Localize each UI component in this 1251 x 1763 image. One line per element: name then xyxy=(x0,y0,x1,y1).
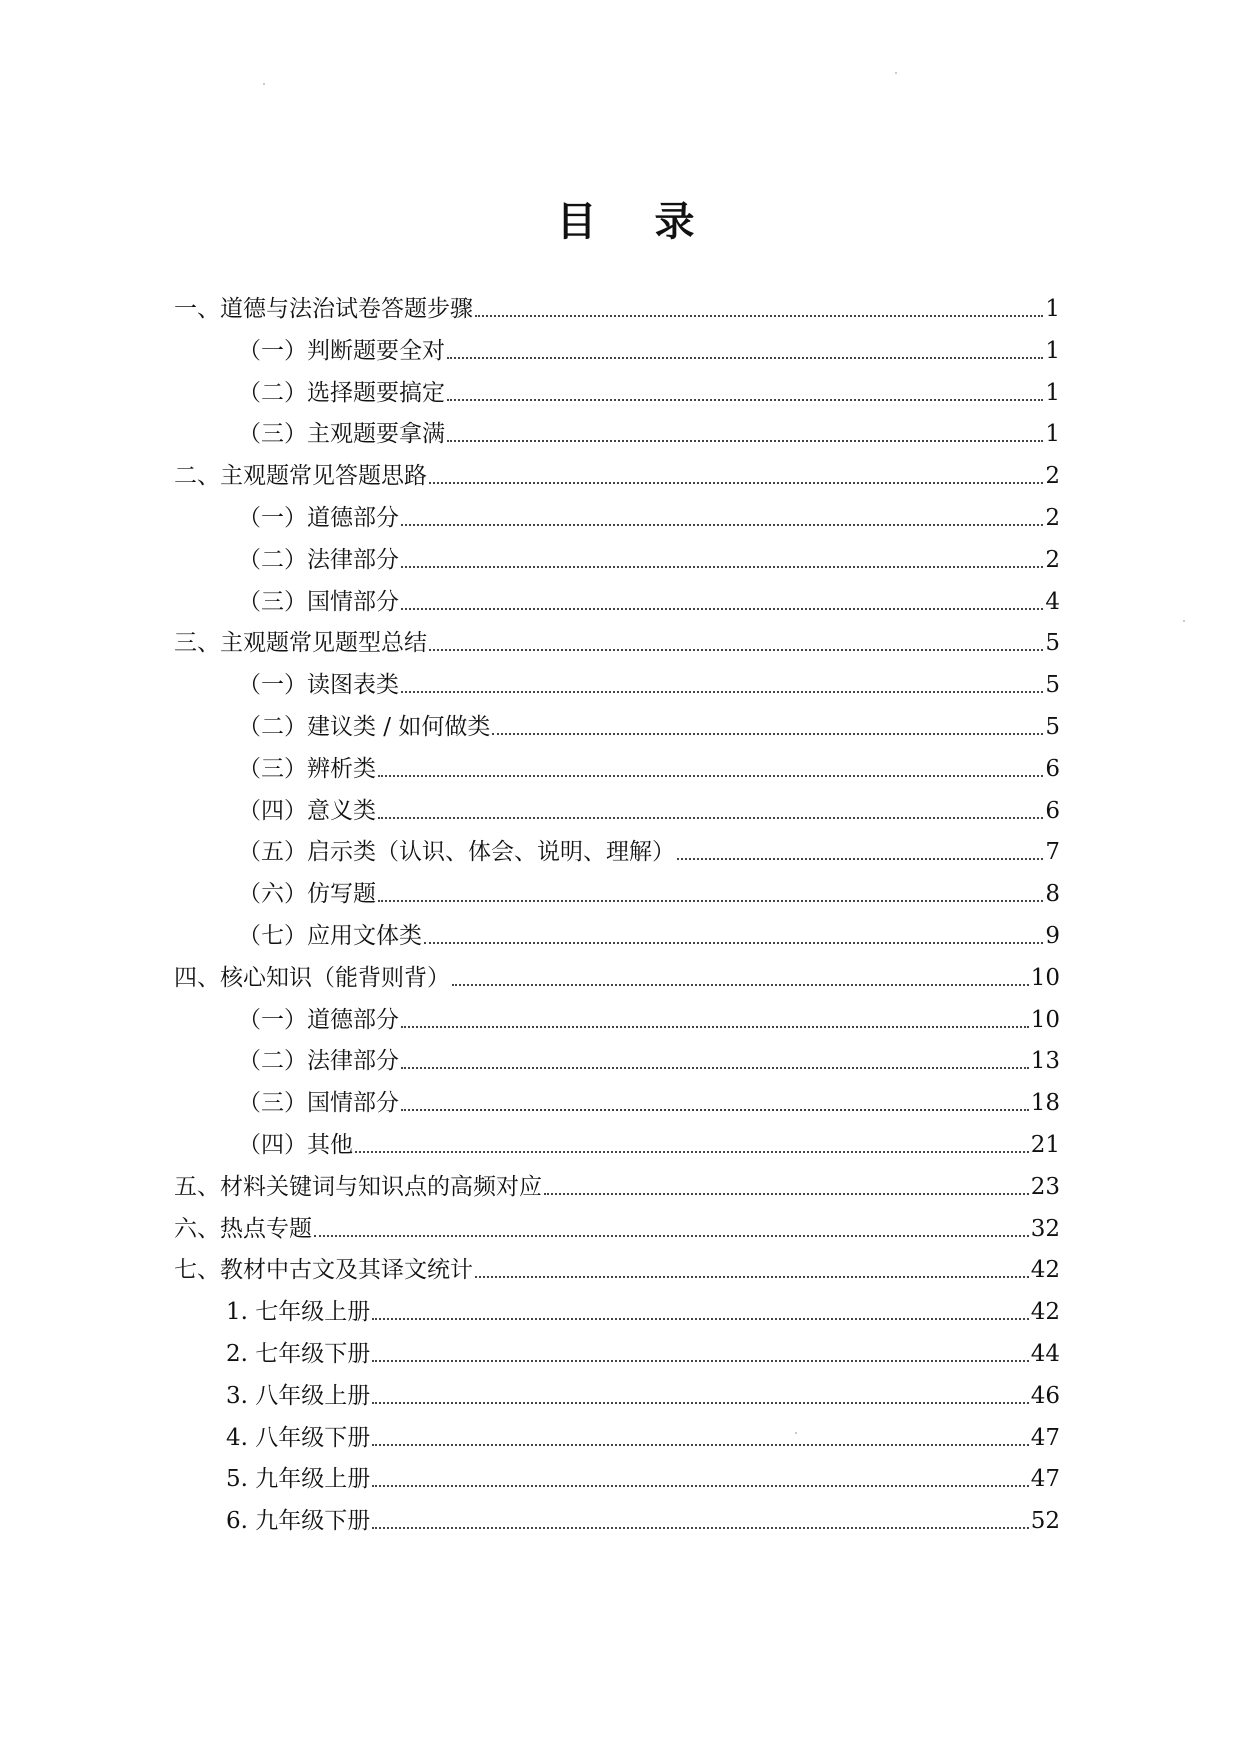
toc-entry[interactable] xyxy=(238,499,1060,533)
toc-entry[interactable] xyxy=(226,1293,1060,1327)
toc-entry-page-number: 8 xyxy=(1045,881,1060,908)
toc-entry[interactable] xyxy=(238,415,1060,449)
dot-leader xyxy=(401,1108,1029,1111)
toc-entry-label: （二）建议类 / 如何做类 xyxy=(238,714,491,740)
scan-speck xyxy=(263,83,265,85)
toc-entry-page-number: 47 xyxy=(1030,1424,1060,1451)
page-title: 目 录 xyxy=(556,199,717,245)
toc-entry-label: （三）主观题要拿满 xyxy=(238,421,445,448)
toc-entry-label: （一）道德部分 xyxy=(238,505,399,531)
toc-entry-page-number: 10 xyxy=(1030,964,1060,991)
toc-entry-label: （六）仿写题 xyxy=(238,881,376,908)
toc-entry-label: （二）法律部分 xyxy=(238,1048,399,1075)
dot-leader xyxy=(401,607,1043,610)
dot-leader xyxy=(401,565,1043,568)
toc-entry[interactable] xyxy=(238,332,1060,366)
toc-entry-label: 1. 七年级上册 xyxy=(226,1299,371,1326)
dot-leader xyxy=(677,857,1043,860)
toc-entry[interactable] xyxy=(238,708,1060,742)
toc-entry-page-number: 5 xyxy=(1045,714,1060,740)
toc-entry-label: （四）意义类 xyxy=(238,797,376,824)
toc-entry-label: 5. 九年级上册 xyxy=(226,1466,371,1493)
dot-leader xyxy=(429,648,1043,651)
toc-entry[interactable] xyxy=(174,1168,1060,1202)
toc-entry-page-number: 1 xyxy=(1045,421,1060,448)
toc-entry[interactable] xyxy=(226,1460,1060,1494)
toc-entry[interactable] xyxy=(174,959,1060,993)
dot-leader xyxy=(401,690,1043,693)
scan-speck xyxy=(895,72,897,74)
toc-entry[interactable] xyxy=(226,1419,1060,1453)
toc-entry-label: （二）选择题要搞定 xyxy=(238,379,445,406)
toc-entry-label: （四）其他 xyxy=(238,1132,353,1158)
dot-leader xyxy=(429,481,1043,484)
toc-entry-label: 3. 八年级上册 xyxy=(226,1382,371,1409)
toc-entry[interactable] xyxy=(238,583,1060,617)
dot-leader xyxy=(372,1484,1028,1487)
toc-entry[interactable] xyxy=(226,1377,1060,1411)
dot-leader xyxy=(378,899,1043,902)
toc-entry-page-number: 47 xyxy=(1030,1466,1060,1493)
toc-entry-label: （五）启示类（认识、体会、说明、理解） xyxy=(238,839,675,866)
dot-leader xyxy=(447,439,1043,442)
toc-entry-label: 六、热点专题 xyxy=(174,1215,312,1242)
toc-entry-page-number: 5 xyxy=(1045,672,1060,699)
toc-entry-label: 七、教材中古文及其译文统计 xyxy=(174,1257,473,1284)
toc-entry-page-number: 18 xyxy=(1030,1090,1060,1117)
dot-leader xyxy=(378,816,1043,819)
dot-leader xyxy=(475,314,1043,317)
toc-entry-page-number: 13 xyxy=(1030,1048,1060,1075)
toc-entry-label: （七）应用文体类 xyxy=(238,923,422,949)
dot-leader xyxy=(447,398,1043,401)
dot-leader xyxy=(372,1359,1028,1362)
dot-leader xyxy=(401,523,1043,526)
toc-entry-label: （一）判断题要全对 xyxy=(238,337,445,364)
toc-entry[interactable] xyxy=(238,1042,1060,1076)
toc-entry-page-number: 1 xyxy=(1045,296,1060,322)
toc-entry-page-number: 2 xyxy=(1045,505,1060,531)
toc-entry[interactable] xyxy=(226,1502,1060,1536)
scan-speck xyxy=(795,1432,797,1434)
toc-entry-label: （三）国情部分 xyxy=(238,588,399,615)
toc-entry-page-number: 10 xyxy=(1030,1006,1060,1033)
toc-entry[interactable] xyxy=(174,290,1060,324)
toc-entry-label: 4. 八年级下册 xyxy=(226,1424,371,1451)
dot-leader xyxy=(424,941,1043,944)
toc-entry-label: 一、道德与法治试卷答题步骤 xyxy=(174,296,473,322)
toc-entry-page-number: 2 xyxy=(1045,546,1060,573)
toc-entry-page-number: 7 xyxy=(1045,839,1060,866)
dot-leader xyxy=(544,1192,1029,1195)
toc-entry-page-number: 21 xyxy=(1030,1132,1060,1158)
toc-entry[interactable] xyxy=(238,1126,1060,1160)
toc-entry-page-number: 4 xyxy=(1045,588,1060,615)
toc-entry-label: 五、材料关键词与知识点的高频对应 xyxy=(174,1173,542,1200)
toc-entry[interactable] xyxy=(238,541,1060,575)
toc-entry-label: （三）国情部分 xyxy=(238,1090,399,1117)
toc-entry-page-number: 6 xyxy=(1045,755,1060,782)
toc-entry-label: 四、核心知识（能背则背） xyxy=(174,964,450,991)
dot-leader xyxy=(401,1025,1029,1028)
toc-entry-label: 三、主观题常见题型总结 xyxy=(174,630,427,657)
toc-entry-page-number: 1 xyxy=(1045,379,1060,406)
toc-entry-page-number: 2 xyxy=(1045,463,1060,490)
dot-leader xyxy=(447,356,1043,359)
scan-speck xyxy=(1183,620,1185,622)
dot-leader xyxy=(378,774,1043,777)
toc-entry-label: （一）读图表类 xyxy=(238,672,399,699)
toc-entry-page-number: 1 xyxy=(1045,337,1060,364)
toc-entry-page-number: 52 xyxy=(1030,1508,1060,1535)
toc-entry-page-number: 5 xyxy=(1045,630,1060,657)
toc-entry-page-number: 42 xyxy=(1030,1299,1060,1326)
dot-leader xyxy=(372,1401,1028,1404)
toc-entry-label: 2. 七年级下册 xyxy=(226,1341,371,1367)
toc-entry-label: 二、主观题常见答题思路 xyxy=(174,463,427,490)
toc-entry-page-number: 23 xyxy=(1030,1173,1060,1200)
toc-entry-label: （一）道德部分 xyxy=(238,1006,399,1033)
toc-entry[interactable] xyxy=(238,1084,1060,1118)
dot-leader xyxy=(475,1275,1029,1278)
toc-entry-page-number: 46 xyxy=(1030,1382,1060,1409)
dot-leader xyxy=(314,1234,1029,1237)
toc-entry[interactable] xyxy=(174,624,1060,658)
dot-leader xyxy=(401,1066,1029,1069)
toc-entry-label: 6. 九年级下册 xyxy=(226,1508,371,1535)
toc-entry[interactable] xyxy=(174,1210,1060,1244)
toc-entry-page-number: 9 xyxy=(1045,923,1060,949)
toc-entry[interactable] xyxy=(238,792,1060,826)
toc-entry[interactable] xyxy=(238,833,1060,867)
toc-entry-page-number: 42 xyxy=(1030,1257,1060,1284)
toc-entry-page-number: 32 xyxy=(1030,1215,1060,1242)
toc-entry[interactable] xyxy=(238,666,1060,700)
toc-entry-page-number: 44 xyxy=(1030,1341,1060,1367)
toc-entry[interactable] xyxy=(226,1335,1060,1369)
toc-entry[interactable] xyxy=(238,917,1060,951)
toc-entry[interactable] xyxy=(238,875,1060,909)
dot-leader xyxy=(372,1317,1028,1320)
toc-entry-label: （三）辨析类 xyxy=(238,755,376,782)
dot-leader xyxy=(452,983,1029,986)
dot-leader xyxy=(372,1526,1028,1529)
toc-entry[interactable] xyxy=(238,374,1060,408)
toc-entry[interactable] xyxy=(174,457,1060,491)
dot-leader xyxy=(492,732,1043,735)
toc-entry-label: （二）法律部分 xyxy=(238,546,399,573)
toc-entry[interactable] xyxy=(238,750,1060,784)
dot-leader xyxy=(372,1443,1028,1446)
toc-entry[interactable] xyxy=(174,1251,1060,1285)
toc-entry-page-number: 6 xyxy=(1045,797,1060,824)
dot-leader xyxy=(355,1150,1029,1153)
toc-entry[interactable] xyxy=(238,1001,1060,1035)
